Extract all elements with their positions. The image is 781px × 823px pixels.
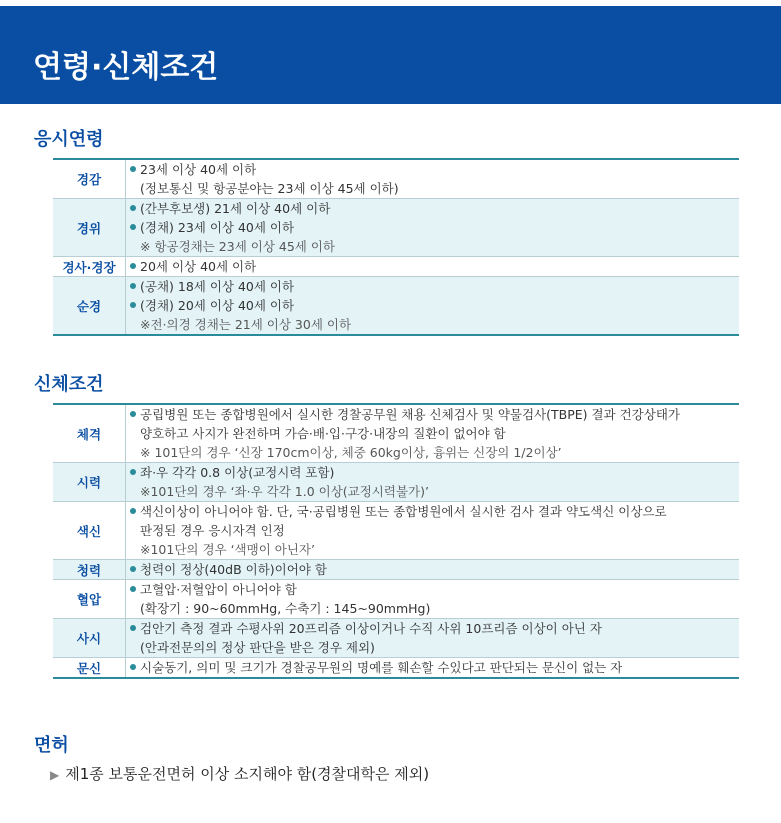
bullet-item: 시술동기, 의미 및 크기가 경찰공무원의 명예를 훼손할 수있다고 판단되는 문신이 없는 자 xyxy=(126,658,739,677)
continuation-line: (정보통신 및 항공분야는 23세 이상 45세 이하) xyxy=(140,181,399,196)
bullet-item: 색신이상이 아니어야 함. 단, 국·공립병원 또는 종합병원에서 실시한 검사 결과 약도색신 이상으로 xyxy=(126,502,739,521)
license-requirement xyxy=(50,763,429,786)
bullet-item: (경채) 23세 이상 40세 이하 xyxy=(126,218,739,237)
bullet-item: 공립병원 또는 종합병원에서 실시한 경찰공무원 채용 신체검사 및 약물검사(TBPE) 결과 건강상태가 xyxy=(126,405,739,424)
bullet-item: (공채) 18세 이상 40세 이하 xyxy=(126,277,739,296)
row-content xyxy=(126,580,740,619)
row-label: 체격 xyxy=(53,404,126,463)
page-header xyxy=(0,6,781,104)
row-label: 경위 xyxy=(53,199,126,257)
body-condition-row xyxy=(53,658,739,679)
row-content xyxy=(126,619,740,658)
page-title: 연령·신체조건 xyxy=(33,50,219,85)
row-content xyxy=(126,159,740,199)
license-text: 제1종 보통운전면허 이상 소지해야 함(경찰대학은 제외) xyxy=(65,765,430,783)
note-line: ※101단의 경우 ‘좌·우 각각 1.0 이상(교정시력불가)’ xyxy=(140,484,429,499)
row-label: 혈압 xyxy=(53,580,126,619)
bullet-item: (간부후보생) 21세 이상 40세 이하 xyxy=(126,199,739,218)
note-line: ※전·의경 경채는 21세 이상 30세 이하 xyxy=(140,317,352,332)
body-section-title: 신체조건 xyxy=(34,374,104,395)
age-table xyxy=(53,158,739,336)
bullet-item: (경채) 20세 이상 40세 이하 xyxy=(126,296,739,315)
continuation-line: (확장기 : 90~60mmHg, 수축기 : 145~90mmHg) xyxy=(140,601,431,616)
bullet-item: 청력이 정상(40dB 이하)이어야 함 xyxy=(126,560,739,579)
bullet-item: 23세 이상 40세 이하 xyxy=(126,160,739,179)
row-label: 색신 xyxy=(53,502,126,560)
continuation-line: 양호하고 사지가 완전하며 가슴·배·입·구강·내장의 질환이 없어야 함 xyxy=(140,426,506,441)
body-condition-row xyxy=(53,580,739,619)
age-row xyxy=(53,159,739,199)
bullet-item: 고혈압·저혈압이 아니어야 함 xyxy=(126,580,739,599)
row-content xyxy=(126,277,740,336)
row-label: 사시 xyxy=(53,619,126,658)
row-label: 시력 xyxy=(53,463,126,502)
body-condition-row xyxy=(53,404,739,463)
row-content xyxy=(126,257,740,277)
bullet-item: 좌·우 각각 0.8 이상(교정시력 포함) xyxy=(126,463,739,482)
triangle-right-icon: ▶ xyxy=(50,768,60,782)
note-line: ※ 항공경채는 23세 이상 45세 이하 xyxy=(140,239,335,254)
continuation-line: 판정된 경우 응시자격 인정 xyxy=(140,523,285,538)
body-condition-row xyxy=(53,463,739,502)
row-label: 경감 xyxy=(53,159,126,199)
age-row xyxy=(53,199,739,257)
bullet-item: 검안기 측정 결과 수평사위 20프리즘 이상이거나 수직 사위 10프리즘 이상이 아닌 자 xyxy=(126,619,739,638)
note-line: ※ 101단의 경우 ‘신장 170cm이상, 체중 60kg이상, 흉위는 신장의 1/2이상’ xyxy=(140,445,562,460)
row-content xyxy=(126,404,740,463)
row-content xyxy=(126,199,740,257)
row-content xyxy=(126,463,740,502)
body-condition-row xyxy=(53,502,739,560)
row-content xyxy=(126,502,740,560)
row-label: 문신 xyxy=(53,658,126,679)
row-content xyxy=(126,658,740,679)
license-section-title: 면허 xyxy=(34,735,69,756)
note-line: ※101단의 경우 ‘색맹이 아닌자’ xyxy=(140,542,315,557)
continuation-line: (안과전문의의 정상 판단을 받은 경우 제외) xyxy=(140,640,375,655)
age-row xyxy=(53,277,739,336)
bullet-item: 20세 이상 40세 이하 xyxy=(126,257,739,276)
body-condition-row xyxy=(53,619,739,658)
age-row xyxy=(53,257,739,277)
age-section-title: 응시연령 xyxy=(34,129,104,150)
row-content xyxy=(126,560,740,580)
body-condition-table xyxy=(53,403,739,679)
body-condition-row xyxy=(53,560,739,580)
row-label: 청력 xyxy=(53,560,126,580)
row-label: 경사·경장 xyxy=(53,257,126,277)
row-label: 순경 xyxy=(53,277,126,336)
